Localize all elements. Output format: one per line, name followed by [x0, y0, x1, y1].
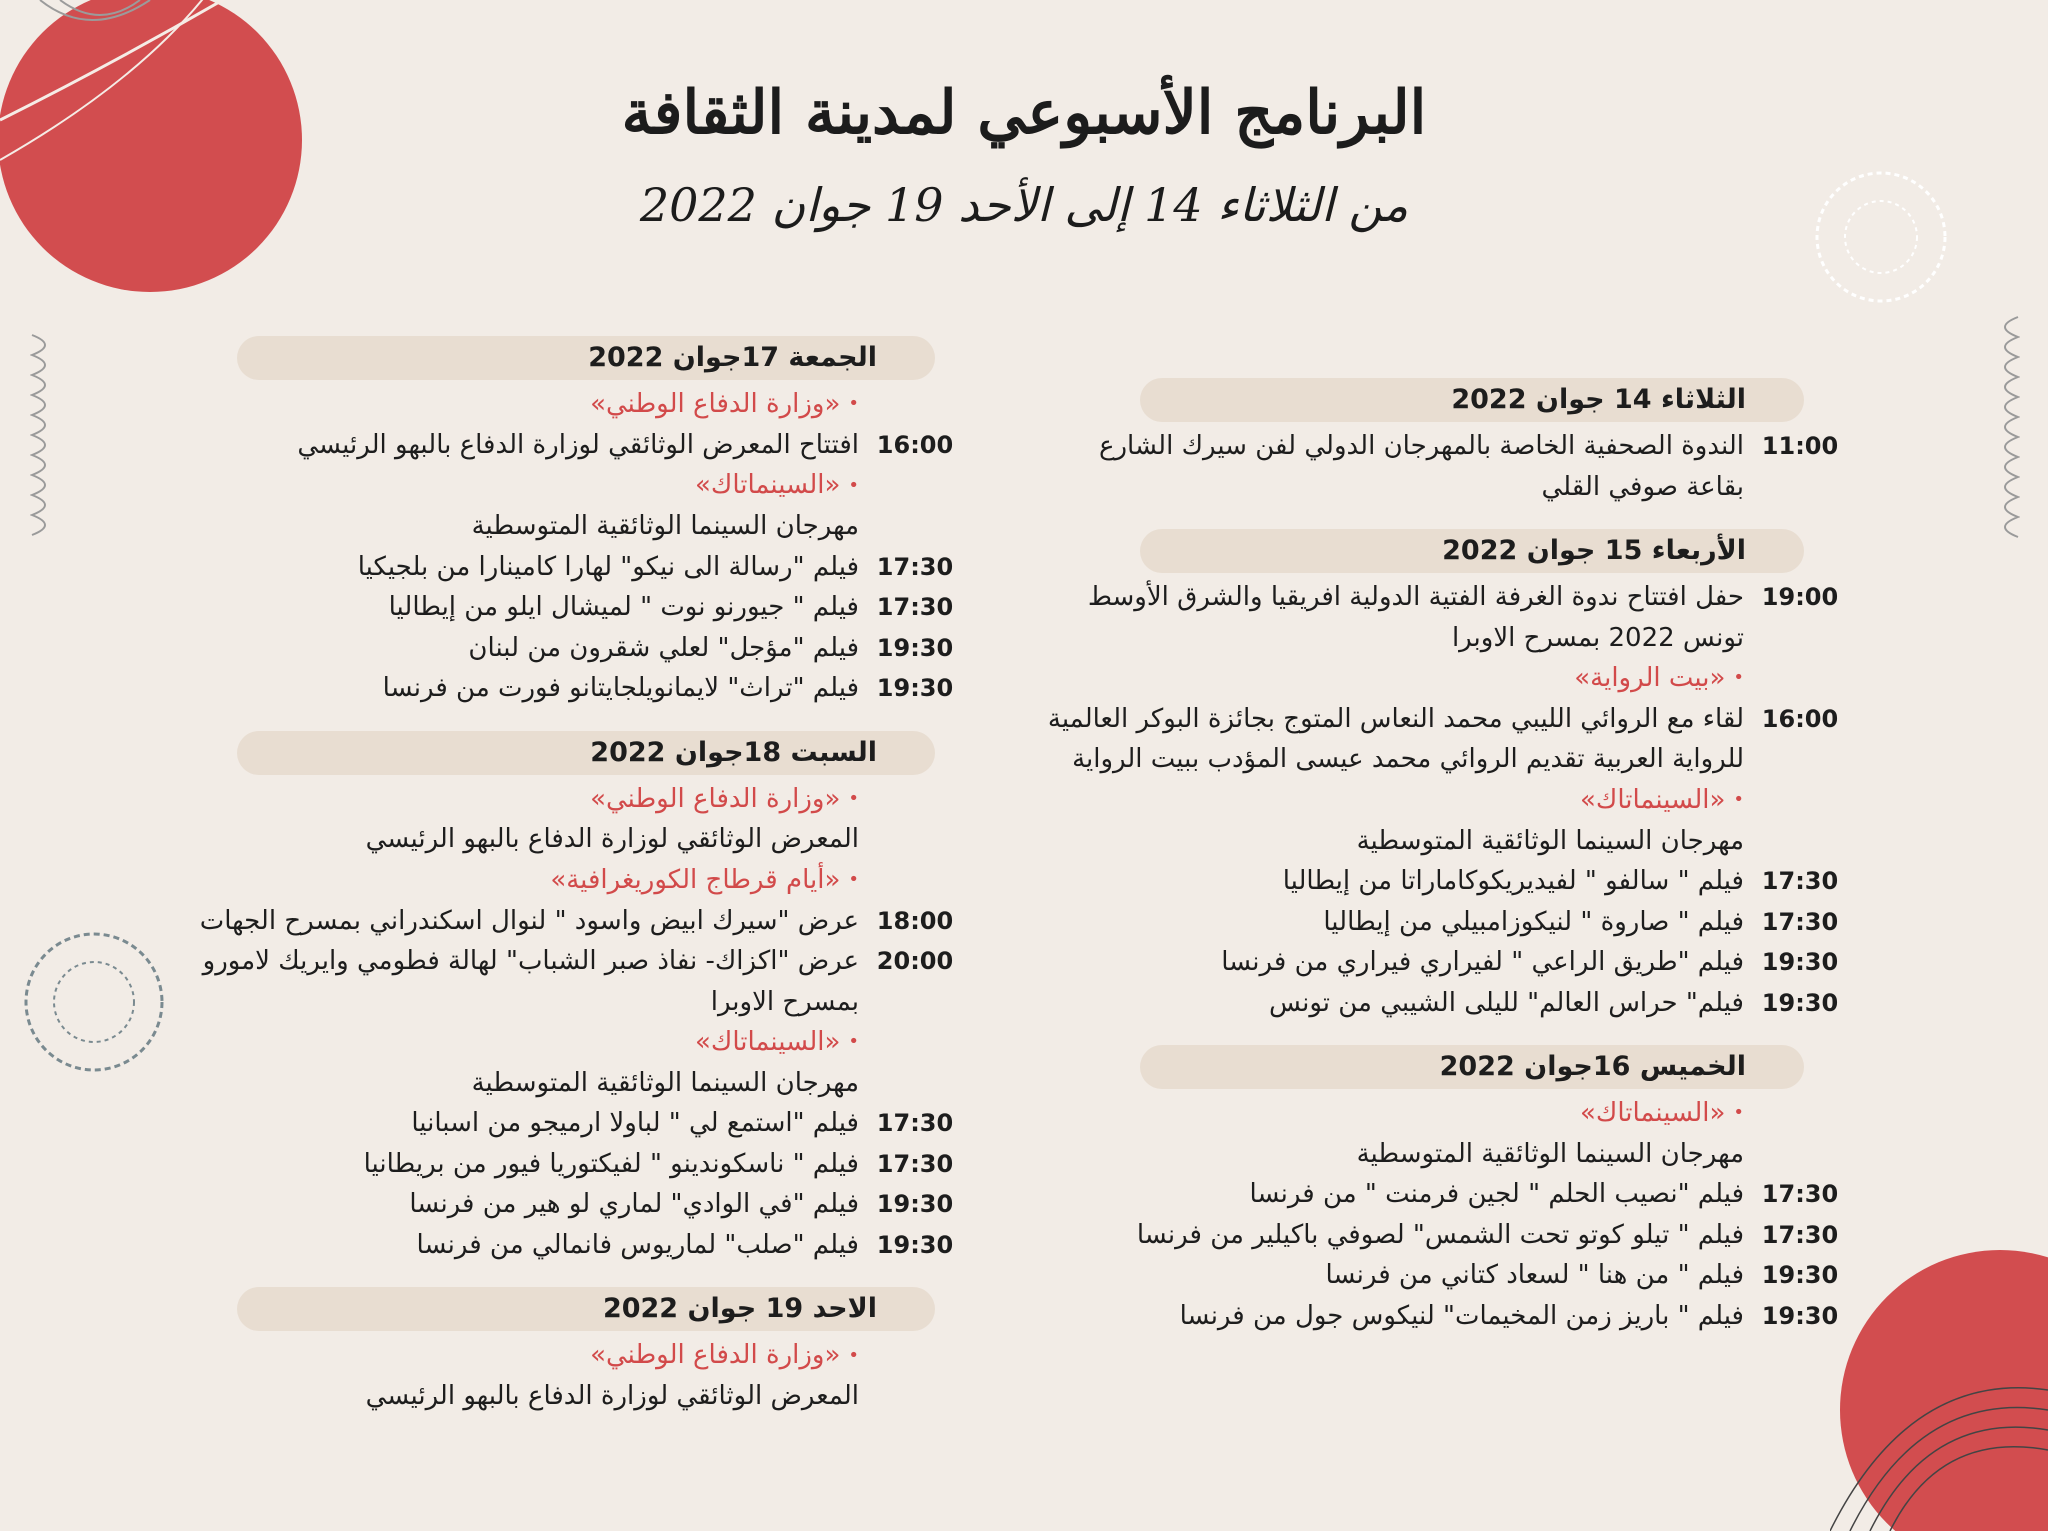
- film-row: [195, 1184, 955, 1225]
- event-time: 19:00: [1761, 583, 1839, 611]
- organizer-label: [195, 1022, 955, 1063]
- bullet-icon: •: [848, 869, 859, 890]
- decorative-circle-bottom-right: [1830, 1250, 2048, 1531]
- bullet-icon: •: [848, 1031, 859, 1053]
- event-time: 19:30: [1761, 1301, 1839, 1330]
- day-header: الخميس 16جوان 2022: [1140, 1045, 1804, 1089]
- film-row: [1040, 1296, 1840, 1337]
- organizer-name: «السينماتاك»: [1579, 1098, 1726, 1128]
- schedule-column-right: [1040, 378, 1840, 1358]
- event-row: [195, 941, 955, 1022]
- event-time: 16:00: [1761, 704, 1839, 733]
- page-subtitle: من الثلاثاء 14 إلى الأحد 19 جوان 2022: [639, 178, 1409, 232]
- event-time: 19:30: [1761, 988, 1839, 1017]
- day-thursday: [1040, 1045, 1840, 1336]
- event-text: الندوة الصحفية الخاصة بالمهرجان الدولي لفن سيرك الشارع بقاعة صوفي القلي: [1098, 431, 1744, 502]
- event-time: 17:30: [1761, 867, 1839, 895]
- event-time: 17:30: [876, 552, 954, 581]
- event-time: 11:00: [1761, 432, 1839, 460]
- event-time: 17:30: [876, 1109, 954, 1138]
- event-time: 17:30: [1761, 1180, 1839, 1209]
- event-row: [1040, 699, 1840, 780]
- event-text: فيلم " صاروة " لنيكوزامبيلي من إيطاليا: [1323, 906, 1744, 937]
- bullet-icon: •: [848, 474, 859, 496]
- event-text: فيلم "صلب" لماريوس فانمالي من فرنسا: [416, 1229, 859, 1260]
- event-row: [195, 425, 955, 466]
- event-time: 19:30: [876, 674, 954, 702]
- film-row: [195, 1144, 955, 1185]
- organizer-name: «أيام قرطاج الكوريغرافية»: [550, 864, 841, 895]
- event-text: فيلم "تراث" لايمانويلجايتانو فورت من فرنسا: [382, 673, 859, 703]
- organizer-label: [195, 860, 955, 901]
- day-header: الثلاثاء 14 جوان 2022: [1140, 378, 1804, 422]
- event-text: حفل افتتاح ندوة الغرفة الفتية الدولية افريقيا والشرق الأوسط تونس 2022 بمسرح الاوبرا: [1087, 582, 1744, 653]
- organizer-label: [195, 384, 955, 425]
- day-saturday: [195, 731, 955, 1266]
- event-text: فيلم " سالفو " لفيديريكوكاماراتا من إيطاليا: [1282, 866, 1744, 896]
- day-tuesday: [1040, 378, 1840, 507]
- organizer-name: «السينماتاك»: [694, 1027, 841, 1057]
- event-text: فيلم "في الوادي" لماري لو هير من فرنسا: [409, 1189, 859, 1220]
- organizer-label: [195, 1335, 955, 1376]
- event-row: [1040, 577, 1840, 658]
- bullet-icon: •: [1733, 667, 1744, 689]
- event-time: 17:30: [1761, 1220, 1839, 1249]
- event-row: [1040, 426, 1840, 507]
- event-text: عرض "سيرك ابيض واسود " لنوال اسكندراني بمسرح الجهات: [199, 905, 859, 936]
- day-wednesday: [1040, 529, 1840, 1023]
- event-time: 19:30: [1761, 948, 1839, 976]
- event-text: فيلم " من هنا " لسعاد كتاني من فرنسا: [1325, 1260, 1744, 1291]
- organizer-name: «وزارة الدفاع الوطني»: [590, 389, 841, 419]
- event-text: فيلم "استمع لي " لباولا ارميجو من اسبانيا: [411, 1108, 859, 1139]
- film-row: [195, 547, 955, 588]
- organizer-label: [1040, 780, 1840, 821]
- event-time: 17:30: [876, 1149, 954, 1178]
- event-time: 17:30: [1761, 907, 1839, 936]
- film-row: [1040, 942, 1840, 983]
- film-row: [195, 1103, 955, 1144]
- film-row: [195, 628, 955, 669]
- event-text: افتتاح المعرض الوثائقي لوزارة الدفاع بالبهو الرئيسي: [297, 429, 859, 460]
- film-row: [1040, 1215, 1840, 1256]
- film-row: [1040, 1255, 1840, 1296]
- film-row: [1040, 983, 1840, 1024]
- film-row: [1040, 1174, 1840, 1215]
- day-header: الاحد 19 جوان 2022: [237, 1287, 935, 1331]
- event-text: عرض "اكزاك- نفاذ صبر الشباب" لهالة فطومي وايريك لامورو بمسرح الاوبرا: [202, 946, 859, 1017]
- event-row: [195, 901, 955, 942]
- film-row: [1040, 861, 1840, 902]
- event-text: فيلم "نصيب الحلم " لجين فرمنت " من فرنسا: [1249, 1179, 1744, 1210]
- event-time: 18:00: [876, 906, 954, 935]
- event-time: 20:00: [876, 947, 954, 975]
- exhibition-note: المعرض الوثائقي لوزارة الدفاع بالبهو الرئيسي: [365, 824, 859, 855]
- event-time: 16:00: [876, 430, 954, 459]
- page-title: البرنامج الأسبوعي لمدينة الثقافة: [621, 78, 1427, 148]
- exhibition-note: المعرض الوثائقي لوزارة الدفاع بالبهو الرئيسي: [365, 1381, 859, 1411]
- event-time: 17:30: [876, 593, 954, 621]
- organizer-name: «وزارة الدفاع الوطني»: [590, 783, 841, 814]
- event-time: 19:30: [876, 1230, 954, 1259]
- event-text: فيلم "طريق الراعي " لفيراري فيراري من فرنسا: [1221, 947, 1744, 977]
- festival-note: مهرجان السينما الوثائقية المتوسطية: [471, 511, 859, 541]
- bullet-icon: •: [848, 393, 859, 415]
- film-row: [195, 587, 955, 628]
- event-time: 19:30: [876, 633, 954, 662]
- decorative-waves-left: [30, 330, 60, 540]
- decorative-waves-right: [1990, 312, 2020, 542]
- bullet-icon: •: [1733, 789, 1744, 810]
- festival-note: مهرجان السينما الوثائقية المتوسطية: [1356, 1138, 1744, 1169]
- event-time: 19:30: [876, 1190, 954, 1219]
- organizer-label: [195, 779, 955, 820]
- organizer-label: [195, 465, 955, 506]
- event-time: 19:30: [1761, 1261, 1839, 1290]
- festival-note: مهرجان السينما الوثائقية المتوسطية: [471, 1067, 859, 1098]
- event-text: فيلم" حراس العالم" لليلى الشيبي من تونس: [1268, 987, 1744, 1018]
- event-text: فيلم " باريز زمن المخيمات" لنيكوس جول من فرنسا: [1179, 1300, 1744, 1331]
- day-header: الأربعاء 15 جوان 2022: [1140, 529, 1804, 573]
- day-sunday: [195, 1287, 955, 1416]
- day-header: السبت 18جوان 2022: [237, 731, 935, 775]
- film-row: [195, 668, 955, 709]
- day-friday: [195, 336, 955, 709]
- bullet-icon: •: [1733, 1102, 1744, 1124]
- event-text: فيلم " تيلو كوتو تحت الشمس" لصوفي باكيلير من فرنسا: [1136, 1219, 1744, 1250]
- day-header: الجمعة 17جوان 2022: [237, 336, 935, 380]
- event-text: فيلم " جيورنو نوت " لميشال ايلو من إيطاليا: [388, 592, 859, 622]
- schedule-column-left: [195, 336, 955, 1439]
- event-text: فيلم " ناسكوندينو " لفيكتوريا فيور من بريطانيا: [363, 1148, 859, 1179]
- decorative-pattern-left: [22, 930, 167, 1075]
- organizer-label: [1040, 658, 1840, 699]
- event-text: فيلم "رسالة الى نيكو" لهارا كامينارا من بلجيكيا: [357, 551, 859, 582]
- festival-note: مهرجان السينما الوثائقية المتوسطية: [1356, 825, 1744, 856]
- organizer-name: «وزارة الدفاع الوطني»: [590, 1340, 841, 1371]
- event-text: فيلم "مؤجل" لعلي شقرون من لبنان: [468, 632, 859, 663]
- organizer-label: [1040, 1093, 1840, 1134]
- decorative-circle-top-left: [0, 0, 320, 320]
- organizer-name: «بيت الرواية»: [1574, 663, 1726, 693]
- film-row: [195, 1225, 955, 1266]
- bullet-icon: •: [848, 787, 859, 809]
- event-text: لقاء مع الروائي الليبي محمد النعاس المتوج بجائزة البوكر العالمية للرواية العربية تقديم الروائي محمد عيسى المؤدب ببيت الرواية: [1047, 703, 1744, 775]
- organizer-name: «السينماتاك»: [1579, 784, 1726, 815]
- film-row: [1040, 902, 1840, 943]
- bullet-icon: •: [848, 1344, 859, 1366]
- organizer-name: «السينماتاك»: [694, 470, 841, 501]
